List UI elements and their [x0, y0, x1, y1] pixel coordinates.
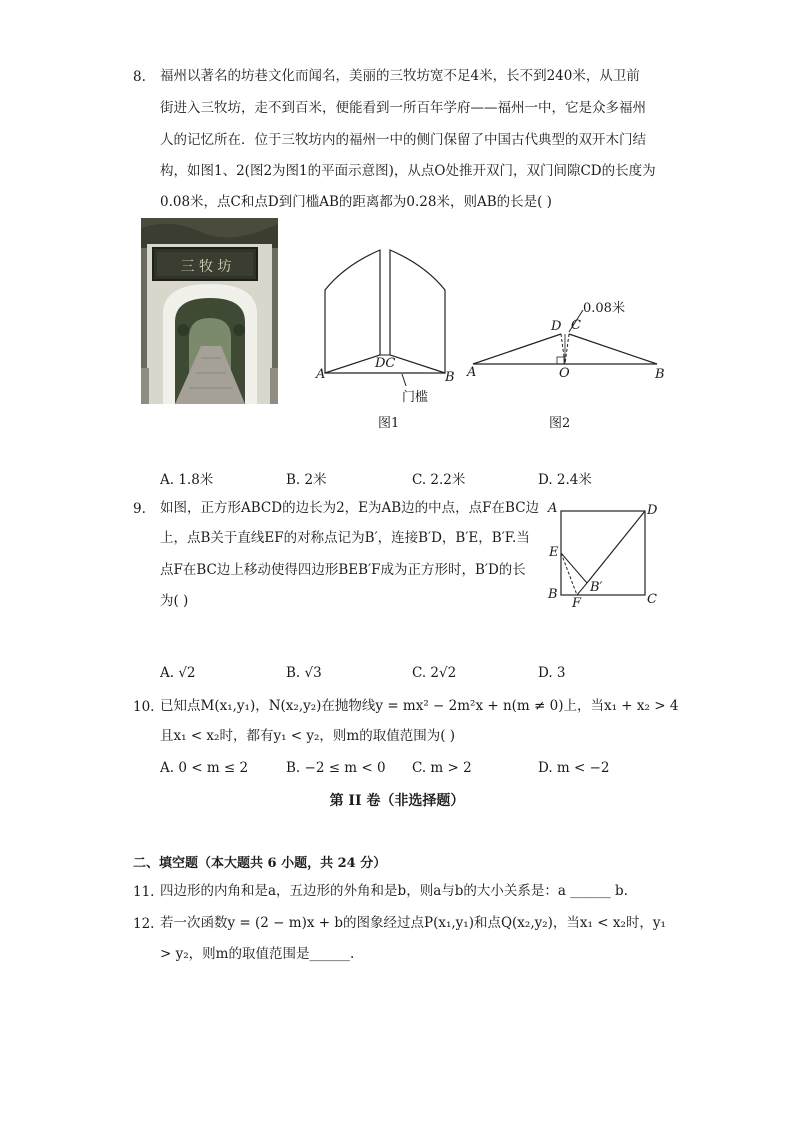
- q10-option-a[interactable]: A. 0 < m ≤ 2: [160, 760, 249, 776]
- fig2-caption: 图2: [549, 416, 571, 431]
- gate-photo: [141, 218, 278, 404]
- q9-line-1: 如图，正方形ABCD的边长为2，E为AB边的中点，点F在BC边: [160, 500, 540, 516]
- q8-option-a[interactable]: A. 1.8米: [160, 472, 214, 488]
- fig2-label-b: B: [655, 367, 665, 382]
- fig2-label-a: A: [467, 365, 477, 380]
- q10-option-b[interactable]: B. −2 ≤ m < 0: [286, 760, 386, 776]
- q9-option-a[interactable]: A. √2: [160, 665, 196, 681]
- q12-line-1: 若一次函数y = (2 − m)x + b的图象经过点P(x₁,y₁)和点Q(x₂,y₂)，当x₁ < x₂时，y₁: [160, 915, 666, 931]
- fig1-label-b: B: [445, 370, 455, 385]
- q8-line-5: 0.08米，点C和点D到门槛AB的距离都为0.28米，则AB的长是( ): [160, 194, 552, 210]
- q10-option-d[interactable]: D. m < −2: [538, 760, 610, 776]
- q8-line-4: 构，如图1、2(图2为图1的平面示意图)，从点O处推开双门，双门间隙CD的长度为: [160, 163, 656, 179]
- section-title: 第 II 卷（非选择题）: [329, 793, 465, 809]
- q9-square-diagram: [555, 503, 658, 605]
- q9-option-b[interactable]: B. √3: [286, 665, 322, 681]
- q9-line-4: 为( ): [160, 593, 189, 609]
- fig1-caption: 图1: [378, 416, 400, 431]
- q11-number: 11.: [133, 884, 155, 900]
- fig1-label-a: A: [316, 367, 326, 382]
- fig2-label-o: O: [559, 366, 570, 381]
- fig2-label-d: D: [551, 319, 562, 334]
- q9-option-c[interactable]: C. 2√2: [412, 665, 457, 681]
- q9-line-2: 上，点B关于直线EF的对称点记为B′，连接B′D，B′E，B′F.当: [160, 530, 530, 546]
- q10-number: 10.: [133, 699, 155, 715]
- q9-number: 9.: [133, 501, 146, 517]
- q10-line-2: 且x₁ < x₂时，都有y₁ < y₂，则m的取值范围为( ): [160, 728, 456, 744]
- q9-option-d[interactable]: D. 3: [538, 665, 566, 681]
- fig1-label-sill: 门槛: [402, 390, 429, 405]
- q9-label-b: B: [548, 587, 558, 602]
- fig1-label-dc: DC: [375, 356, 396, 371]
- q8-line-3: 人的记忆所在．位于三牧坊内的福州一中的侧门保留了中国古代典型的双开木门结: [160, 132, 646, 148]
- q9-label-d: D: [647, 503, 658, 518]
- fig2-label-c: C: [571, 318, 581, 333]
- q8-option-c[interactable]: C. 2.2米: [412, 472, 466, 488]
- q10-line-1: 已知点M(x₁,y₁)，N(x₂,y₂)在抛物线y = mx² − 2m²x + n(m ≠ 0)上，当x₁ + x₂ > 4: [160, 698, 679, 714]
- q12-number: 12.: [133, 916, 155, 932]
- q8-line-2: 街进入三牧坊，走不到百米，便能看到一所百年学府——福州一中，它是众多福州: [160, 100, 646, 116]
- q9-label-f: F: [572, 596, 582, 611]
- q9-line-3: 点F在BC边上移动使得四边形BEB′F成为正方形时，B′D的长: [160, 562, 526, 578]
- q12-line-2: > y₂，则m的取值范围是______.: [160, 946, 355, 962]
- q8-option-d[interactable]: D. 2.4米: [538, 472, 592, 488]
- q8-number: 8.: [133, 69, 146, 85]
- q10-option-c[interactable]: C. m > 2: [412, 760, 472, 776]
- q8-line-1: 福州以著名的坊巷文化而闻名，美丽的三牧坊宽不足4米，长不到240米，从卫前: [160, 68, 640, 84]
- q11-text: 四边形的内角和是a，五边形的外角和是b，则a与b的大小关系是：a ______ b.: [160, 883, 628, 899]
- q9-label-e: E: [549, 545, 559, 560]
- q8-option-b[interactable]: B. 2米: [286, 472, 327, 488]
- fig2-label-gap: 0.08米: [583, 301, 625, 316]
- q9-label-a: A: [548, 501, 558, 516]
- q9-label-c: C: [647, 592, 657, 607]
- gate-sign-text: 三 牧 坊: [180, 259, 232, 275]
- part2-heading: 二、填空题（本大题共 6 小题，共 24 分）: [133, 856, 387, 871]
- q9-label-bprime: B′: [590, 580, 603, 595]
